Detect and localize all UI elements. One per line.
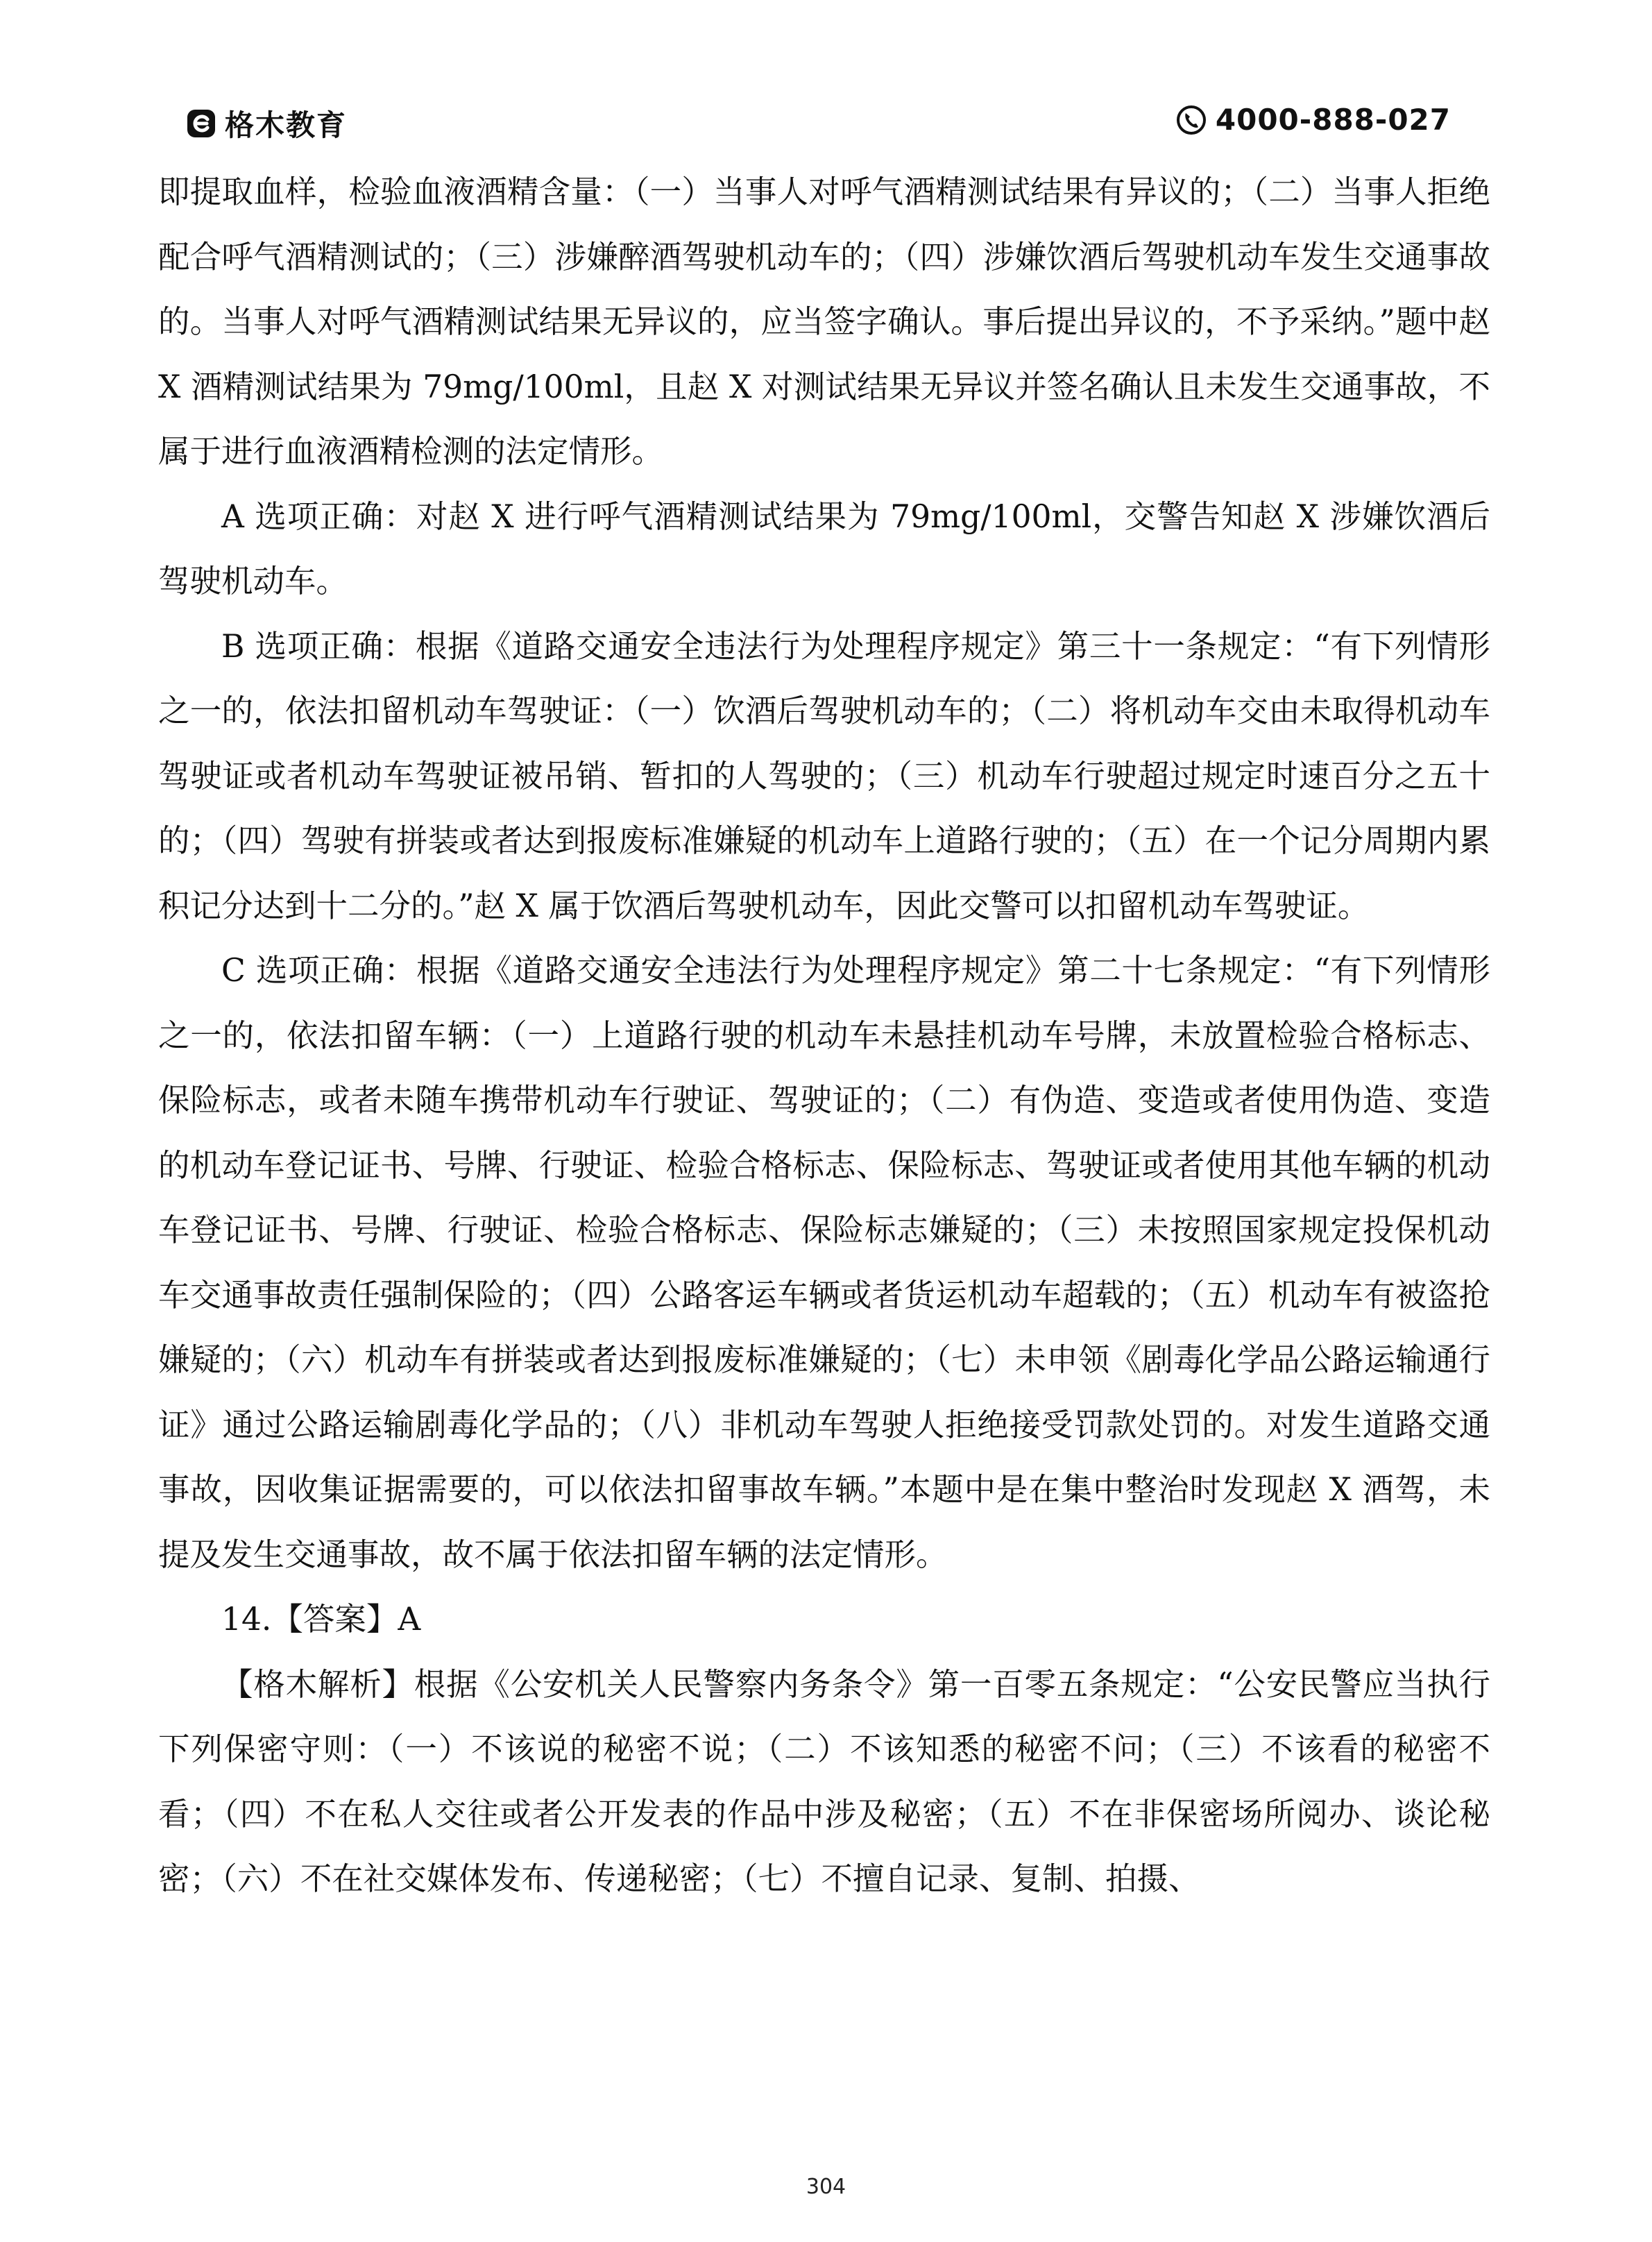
geemu-logo-icon xyxy=(186,108,216,139)
brand-name: 格木教育 xyxy=(225,108,348,142)
document-body xyxy=(158,160,1490,1912)
phone-icon xyxy=(1175,104,1207,136)
paragraph-continuation: 即提取血样，检验血液酒精含量：（一）当事人对呼气酒精测试结果有异议的；（二）当事人拒绝配合呼气酒精测试的；（三）涉嫌醉酒驾驶机动车的；（四）涉嫌饮酒后驾驶机动车发生交通事故的。当事人对呼气酒精测试结果无异议的，应当签字确认。事后提出异议的，不予采纳。”题中赵 X 酒精测试结果为 79mg/100ml，且赵 X 对测试结果无异议并签名确认且未发生交通事故，不属于进行血液酒精检测的法定情形。 xyxy=(158,173,1490,470)
hotline xyxy=(1175,103,1451,137)
brand-logo xyxy=(186,103,347,144)
page-header xyxy=(0,0,1652,167)
answer-heading: 14.【答案】A xyxy=(221,1601,421,1638)
paragraph-option-c: C 选项正确：根据《道路交通安全违法行为处理程序规定》第二十七条规定：“有下列情形之一的，依法扣留车辆：（一）上道路行驶的机动车未悬挂机动车号牌，未放置检验合格标志、保险标志，或者未随车携带机动车行驶证、驾驶证的；（二）有伪造、变造或者使用伪造、变造的机动车登记证书、号牌、行驶证、检验合格标志、保险标志、驾驶证或者使用其他车辆的机动车登记证书、号牌、行驶证、检验合格标志、保险标志嫌疑的；（三）未按照国家规定投保机动车交通事故责任强制保险的；（四）公路客运车辆或者货运机动车超载的；（五）机动车有被盗抢嫌疑的；（六）机动车有拼装或者达到报废标准嫌疑的；（七）未申领《剧毒化学品公路运输通行证》通过公路运输剧毒化学品的；（八）非机动车驾驶人拒绝接受罚款处罚的。对发生道路交通事故，因收集证据需要的，可以依法扣留事故车辆。”本题中是在集中整治时发现赵 X 酒驾，未提及发生交通事故，故不属于依法扣留车辆的法定情形。 xyxy=(158,952,1490,1573)
paragraph-analysis: 【格木解析】根据《公安机关人民警察内务条令》第一百零五条规定：“公安民警应当执行下列保密守则：（一）不该说的秘密不说；（二）不该知悉的秘密不问；（三）不该看的秘密不看；（四）不在私人交往或者公开发表的作品中涉及秘密；（五）不在非保密场所阅办、谈论秘密；（六）不在社交媒体发布、传递秘密；（七）不擅自记录、复制、拍摄、 xyxy=(158,1665,1490,1897)
paragraph-option-b: B 选项正确：根据《道路交通安全违法行为处理程序规定》第三十一条规定：“有下列情形之一的，依法扣留机动车驾驶证：（一）饮酒后驾驶机动车的；（二）将机动车交由未取得机动车驾驶证或者机动车驾驶证被吊销、暂扣的人驾驶的；（三）机动车行驶超过规定时速百分之五十的；（四）驾驶有拼装或者达到报废标准嫌疑的机动车上道路行驶的；（五）在一个记分周期内累积记分达到十二分的。”赵 X 属于饮酒后驾驶机动车，因此交警可以扣留机动车驾驶证。 xyxy=(158,627,1490,924)
hotline-number: 4000-888-027 xyxy=(1215,103,1451,137)
paragraph-option-a: A 选项正确：对赵 X 进行呼气酒精测试结果为 79mg/100ml，交警告知赵 X 涉嫌饮酒后驾驶机动车。 xyxy=(158,498,1490,600)
page-number: 304 xyxy=(806,2175,846,2199)
